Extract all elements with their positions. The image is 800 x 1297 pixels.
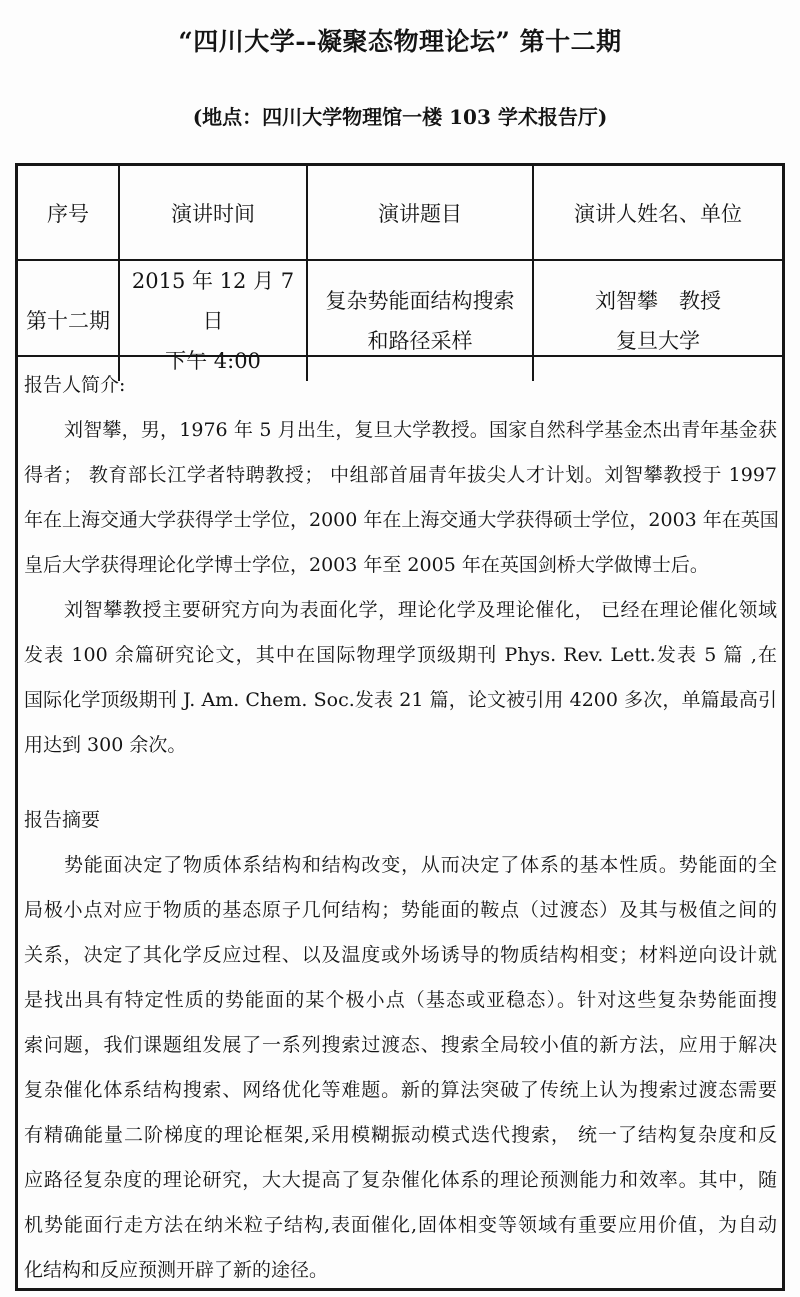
header-cell-topic: 演讲题目 — [308, 166, 534, 259]
topic-line-2: 和路径采样 — [367, 329, 473, 353]
abstract-line: 化结构和反应预测开辟了新的途径。 — [24, 1259, 329, 1281]
bio-line: 刘智攀教授主要研究方向为表面化学，理论化学及理论催化， 已经在理论催化领域 — [64, 599, 777, 621]
time-date: 2015 年 12 月 7 日 — [131, 269, 295, 333]
bio-heading: 报告人简介: — [24, 374, 126, 396]
abstract-line: 应路径复杂度的理论研究，大大提高了复杂催化体系的理论预测能力和效率。其中，随 — [24, 1169, 777, 1191]
speaker-name: 刘智攀 教授 — [595, 289, 721, 313]
bio-line: 国际化学顶级期刊 J. Am. Chem. Soc.发表 21 篇，论文被引用 4200 多次，单篇最高引 — [24, 689, 777, 711]
header-cell-time: 演讲时间 — [120, 166, 308, 259]
cell-speaker — [534, 261, 782, 381]
header-cell-seq: 序号 — [18, 166, 120, 259]
page-title: “四川大学--凝聚态物理论坛” 第十二期 — [178, 27, 622, 56]
abstract-line: 机势能面行走方法在纳米粒子结构,表面催化,固体相变等领域有重要应用价值，为自动 — [24, 1214, 777, 1236]
abstract-line: 索问题，我们课题组发展了一系列搜索过渡态、搜索全局较小值的新方法，应用于解决 — [24, 1034, 777, 1056]
cell-topic — [308, 261, 534, 381]
table-row — [18, 261, 782, 373]
bio-line: 得者； 教育部长江学者特聘教授； 中组部首届青年拔尖人才计划。刘智攀教授于 1997 — [24, 464, 777, 486]
seminar-table — [15, 163, 785, 1291]
abstract-heading: 报告摘要 — [24, 809, 101, 831]
bio-paragraph-2 — [24, 588, 777, 768]
abstract-line: 势能面决定了物质体系结构和结构改变，从而决定了体系的基本性质。势能面的全 — [64, 854, 777, 876]
detail-cell — [18, 357, 782, 1293]
location-line: (地点：四川大学物理馆一楼 103 学术报告厅) — [192, 105, 608, 129]
bio-line: 刘智攀，男，1976 年 5 月出生，复旦大学教授。国家自然科学基金杰出青年基金获 — [64, 419, 777, 441]
issue-label: 第十二期 — [26, 309, 110, 333]
bio-paragraph-1 — [24, 408, 777, 588]
abstract-paragraph — [24, 843, 777, 1293]
abstract-line: 关系，决定了其化学反应过程、以及温度或外场诱导的物质结构相变；材料逆向设计就 — [24, 944, 777, 966]
table-header-row — [18, 166, 782, 261]
bio-line: 皇后大学获得理论化学博士学位，2003 年至 2005 年在英国剑桥大学做博士后。 — [24, 554, 709, 576]
bio-line: 年在上海交通大学获得学士学位，2000 年在上海交通大学获得硕士学位，2003 年在英国 — [24, 509, 779, 531]
abstract-line: 复杂催化体系结构搜索、网络优化等难题。新的算法突破了传统上认为搜索过渡态需要 — [24, 1079, 777, 1101]
bio-line: 发表 100 余篇研究论文，其中在国际物理学顶级期刊 Phys. Rev. Lett.发表 5 篇 ,在 — [24, 644, 777, 666]
header-cell-speaker: 演讲人姓名、单位 — [574, 201, 742, 226]
abstract-line: 局极小点对应于物质的基态原子几何结构；势能面的鞍点（过渡态）及其与极值之间的 — [24, 899, 777, 921]
topic-line-1: 复杂势能面结构搜索 — [325, 289, 515, 313]
cell-time — [120, 261, 308, 381]
abstract-line: 是找出具有特定性质的势能面的某个极小点（基态或亚稳态）。针对这些复杂势能面搜 — [24, 989, 777, 1011]
speaker-affiliation: 复旦大学 — [616, 329, 700, 353]
time-hour: 下午 4:00 — [165, 349, 261, 373]
abstract-line: 有精确能量二阶梯度的理论框架,采用模糊振动模式迭代搜索， 统一了结构复杂度和反 — [24, 1124, 777, 1146]
bio-line: 用达到 300 余次。 — [24, 734, 187, 756]
